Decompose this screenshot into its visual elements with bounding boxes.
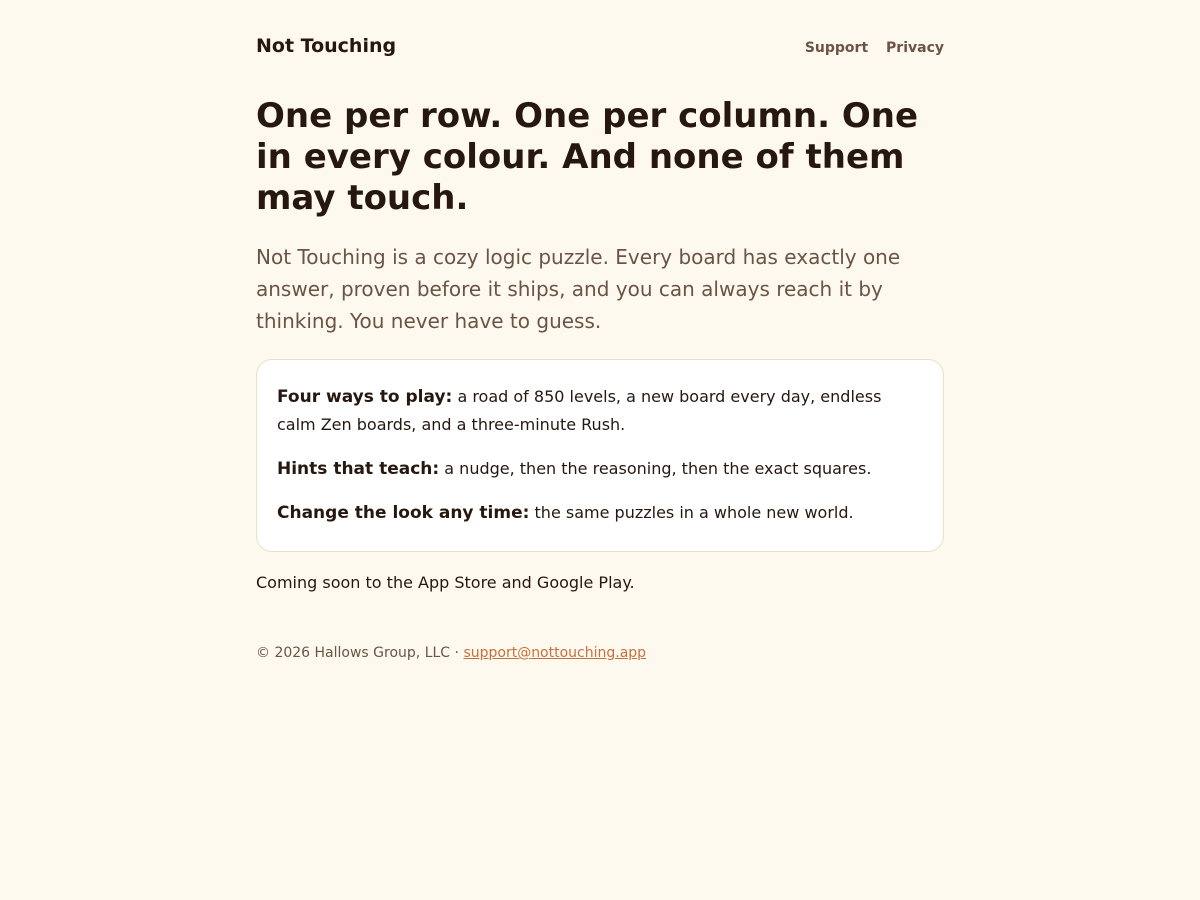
features-card bbox=[256, 359, 944, 552]
copyright-text: © 2026 Hallows Group, LLC · bbox=[256, 645, 459, 661]
feature-title: Hints that teach: bbox=[277, 459, 440, 479]
page-headline: One per row. One per column. One in every colour. And none of them may touch. bbox=[256, 96, 919, 218]
feature-text: the same puzzles in a whole new world. bbox=[534, 503, 854, 522]
availability-note: Coming soon to the App Store and Google Play. bbox=[256, 573, 635, 592]
brand-name[interactable]: Not Touching bbox=[256, 35, 397, 57]
feature-item bbox=[277, 455, 923, 483]
intro-paragraph: Not Touching is a cozy logic puzzle. Every board has exactly one answer, proven before it ships, and you can always reach it by thinking. You never have to guess. bbox=[256, 245, 901, 333]
feature-text: a nudge, then the reasoning, then the exact squares. bbox=[444, 459, 872, 478]
top-nav bbox=[792, 40, 944, 56]
feature-item bbox=[277, 383, 923, 439]
feature-title: Change the look any time: bbox=[277, 503, 530, 523]
feature-item bbox=[277, 499, 923, 527]
feature-text: a road of 850 levels, a new board every day, endless calm Zen boards, and a three-minute Rush. bbox=[277, 387, 882, 434]
support-email-link[interactable]: support@nottouching.app bbox=[463, 645, 647, 661]
nav-link-privacy[interactable]: Privacy bbox=[886, 40, 944, 56]
nav-link-support[interactable]: Support bbox=[804, 40, 869, 56]
site-header bbox=[256, 0, 944, 96]
feature-title: Four ways to play: bbox=[277, 387, 453, 407]
site-footer bbox=[256, 645, 944, 661]
page-container bbox=[256, 0, 944, 661]
